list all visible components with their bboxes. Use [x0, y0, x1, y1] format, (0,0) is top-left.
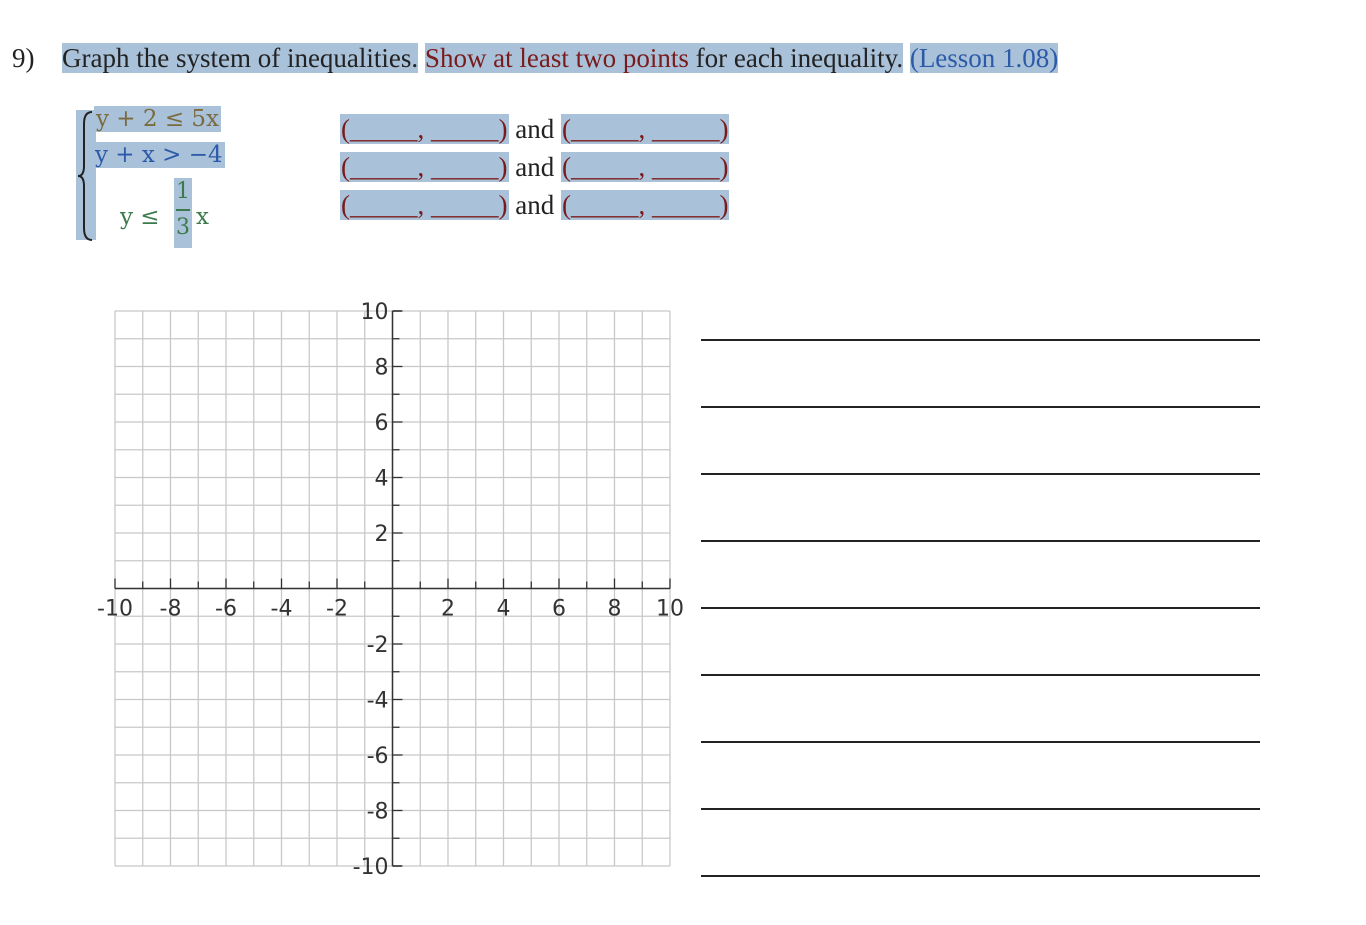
points-row: (_____, _____) and (_____, _____): [341, 114, 729, 144]
points-row: (_____, _____) and (_____, _____): [341, 152, 729, 182]
point-blank[interactable]: (_____, _____): [341, 152, 508, 182]
y-tick-label: -4: [366, 688, 389, 714]
inequality-3-lhs: y ≤: [120, 204, 160, 230]
x-tick-label: -4: [270, 596, 293, 622]
answer-line[interactable]: [701, 808, 1260, 810]
point-blank[interactable]: (_____, _____): [561, 152, 729, 182]
points-row: (_____, _____) and (_____, _____): [341, 190, 729, 220]
answer-line[interactable]: [701, 741, 1260, 743]
points-answer-blanks: [340, 110, 729, 224]
answer-line[interactable]: [701, 406, 1260, 408]
instruction-emphasis: Show at least two points: [424, 43, 689, 73]
x-tick-label: 4: [496, 596, 511, 622]
x-tick-label: 8: [607, 596, 622, 622]
x-tick-label: 2: [441, 596, 455, 622]
y-tick-label: -2: [366, 633, 389, 658]
x-tick-label: -8: [159, 596, 182, 622]
question-number: 9): [12, 43, 35, 73]
inequality-3-var: x: [196, 204, 209, 230]
fraction-one-third: [174, 178, 192, 248]
answer-line[interactable]: [701, 674, 1260, 676]
point-blank[interactable]: (_____, _____): [341, 190, 508, 220]
y-tick-label: -10: [352, 855, 389, 880]
lesson-reference: (Lesson 1.08): [909, 43, 1059, 73]
instruction-tail: for each inequality.: [695, 43, 904, 73]
inequality-system: [76, 106, 246, 242]
y-tick-label: 2: [374, 522, 389, 547]
x-tick-label: -10: [97, 596, 133, 622]
x-tick-label: 10: [656, 596, 684, 622]
answer-line[interactable]: [701, 540, 1260, 542]
inequality-1: y + 2 ≤ 5x: [96, 106, 220, 132]
x-tick-label: -6: [215, 596, 237, 622]
y-tick-label: 4: [374, 466, 389, 492]
point-blank[interactable]: (_____, _____): [561, 114, 729, 144]
answer-line[interactable]: [701, 339, 1260, 341]
left-brace-icon: [76, 110, 96, 242]
point-blank[interactable]: (_____, _____): [341, 114, 508, 144]
y-tick-label: -6: [366, 744, 389, 769]
x-tick-label: -2: [326, 596, 348, 622]
y-tick-label: 6: [374, 411, 389, 436]
coordinate-grid[interactable]: [80, 292, 700, 892]
answer-line[interactable]: [701, 473, 1260, 475]
inequality-2: y + x > −4: [95, 142, 223, 168]
y-tick-label: -8: [366, 799, 389, 825]
x-tick-label: 6: [552, 596, 566, 622]
answer-line[interactable]: [701, 607, 1260, 609]
fraction-denominator: 3: [176, 215, 190, 240]
point-blank[interactable]: (_____, _____): [561, 190, 729, 220]
question-prompt: [12, 38, 1058, 78]
fraction-numerator: 1: [176, 179, 190, 204]
y-tick-label: 10: [360, 300, 389, 325]
y-tick-label: 8: [374, 355, 389, 381]
answer-line[interactable]: [701, 875, 1260, 877]
instruction-text: Graph the system of inequalities.: [62, 43, 419, 73]
